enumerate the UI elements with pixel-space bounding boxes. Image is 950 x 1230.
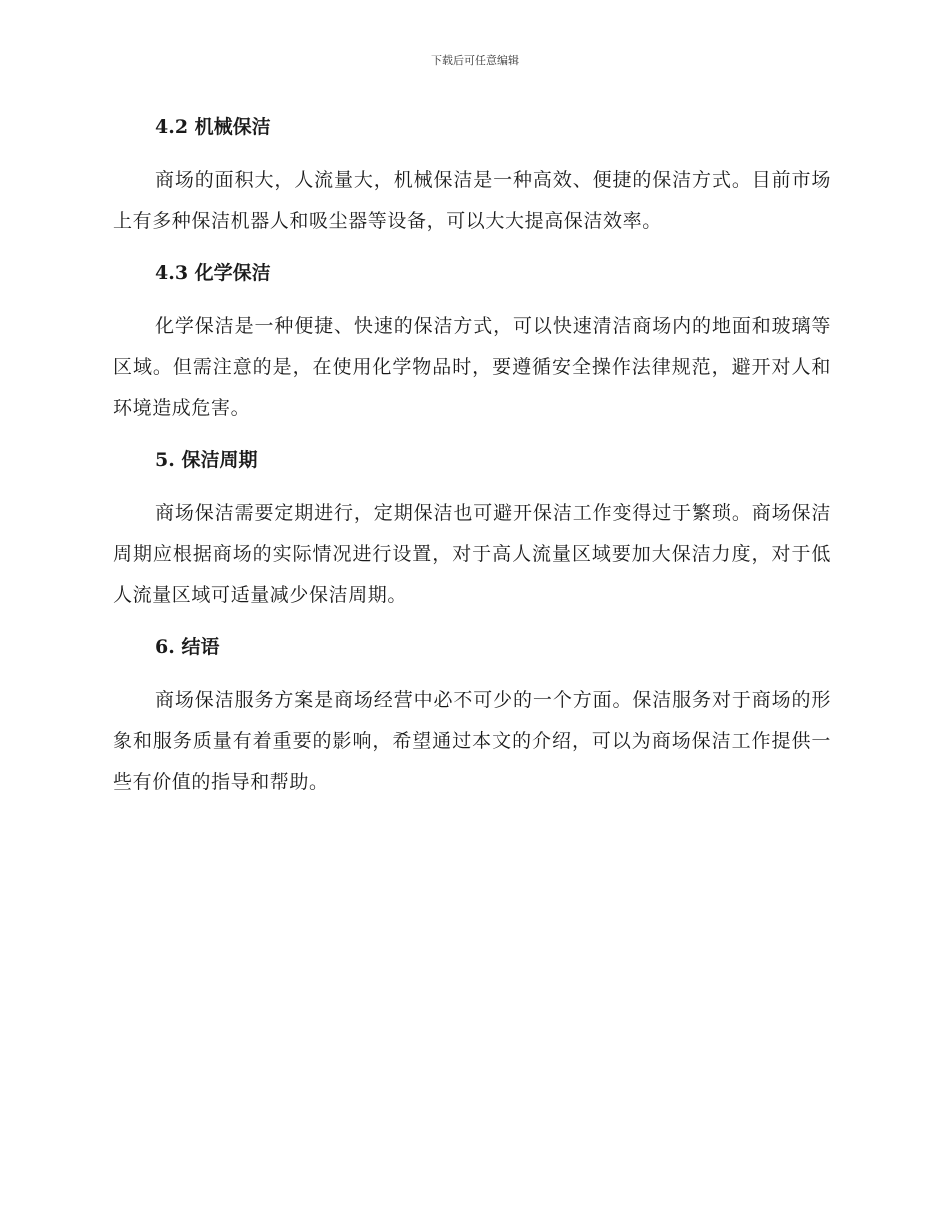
section-paragraph: 化学保洁是一种便捷、快速的保洁方式，可以快速清洁商场内的地面和玻璃等区域。但需注意的是，在使用化学物品时，要遵循安全操作法律规范，避开对人和环境造成危害。	[113, 315, 831, 419]
section-mechanical-cleaning	[113, 108, 831, 242]
section-paragraph: 商场保洁需要定期进行，定期保洁也可避开保洁工作变得过于繁琐。商场保洁周期应根据商场的实际情况进行设置，对于高人流量区域要加大保洁力度，对于低人流量区域可适量减少保洁周期。	[113, 502, 831, 606]
section-conclusion	[113, 628, 831, 803]
section-heading: 5. 保洁周期	[155, 449, 258, 471]
section-heading: 6. 结语	[155, 636, 220, 658]
section-heading: 4.2 机械保洁	[155, 116, 271, 138]
section-chemical-cleaning	[113, 254, 831, 429]
section-paragraph: 商场保洁服务方案是商场经营中必不可少的一个方面。保洁服务对于商场的形象和服务质量有着重要的影响，希望通过本文的介绍，可以为商场保洁工作提供一些有价值的指导和帮助。	[113, 689, 831, 793]
section-paragraph: 商场的面积大，人流量大，机械保洁是一种高效、便捷的保洁方式。目前市场上有多种保洁机器人和吸尘器等设备，可以大大提高保洁效率。	[113, 169, 831, 232]
section-heading: 4.3 化学保洁	[155, 262, 271, 284]
document-body	[113, 108, 831, 815]
section-cleaning-cycle	[113, 441, 831, 616]
header-note: 下载后可任意编辑	[431, 54, 519, 67]
